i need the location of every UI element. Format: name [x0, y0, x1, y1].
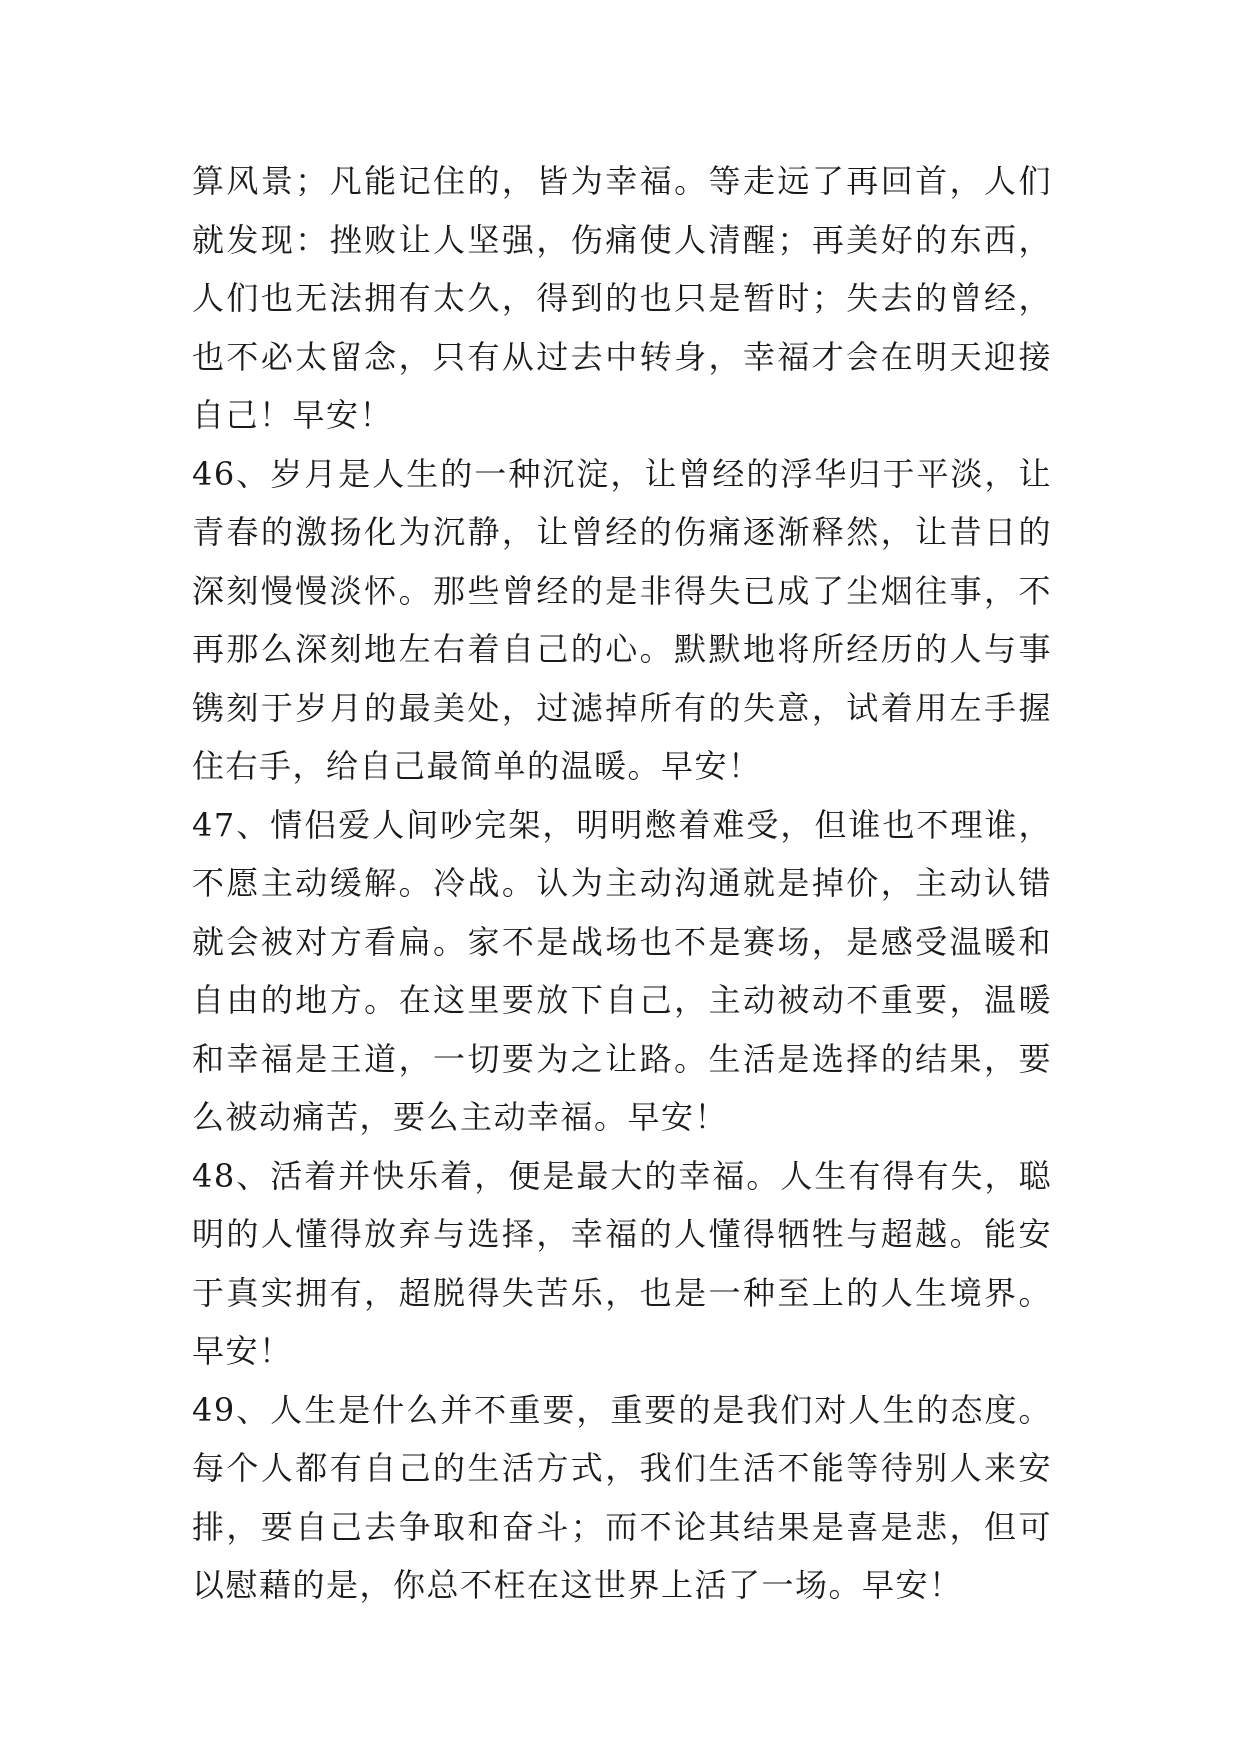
paragraph-46: 46、岁月是人生的一种沉淀，让曾经的浮华归于平淡，让青春的激扬化为沉静，让曾经的伤痛逐渐释然，让昔日的深刻慢慢淡怀。那些曾经的是非得失已成了尘烟往事，不再那么深刻地左右着自己的心。默默地将所经历的人与事镌刻于岁月的最美处，过滤掉所有的失意，试着用左手握住右手，给自己最简单的温暖。早安！	[192, 454, 1052, 785]
paragraph-49: 49、人生是什么并不重要，重要的是我们对人生的态度。每个人都有自己的生活方式，我们生活不能等待别人来安排，要自己去争取和奋斗；而不论其结果是喜是悲，但可以慰藉的是，你总不枉在这世界上活了一场。早安！	[192, 1390, 1052, 1604]
paragraph-47: 47、情侣爱人间吵完架，明明憋着难受，但谁也不理谁，不愿主动缓解。冷战。认为主动沟通就是掉价，主动认错就会被对方看扁。家不是战场也不是赛场，是感受温暖和自由的地方。在这里要放下自己，主动被动不重要，温暖和幸福是王道，一切要为之让路。生活是选择的结果，要么被动痛苦，要么主动幸福。早安！	[192, 805, 1052, 1136]
document-body	[192, 152, 1052, 1615]
paragraph-continued: 算风景；凡能记住的，皆为幸福。等走远了再回首，人们就发现：挫败让人坚强，伤痛使人清醒；再美好的东西，人们也无法拥有太久，得到的也只是暂时；失去的曾经，也不必太留念，只有从过去中转身，幸福才会在明天迎接自己！早安！	[192, 162, 1052, 434]
paragraph-48: 48、活着并快乐着，便是最大的幸福。人生有得有失，聪明的人懂得放弃与选择，幸福的人懂得牺牲与超越。能安于真实拥有，超脱得失苦乐，也是一种至上的人生境界。早安！	[192, 1156, 1052, 1370]
